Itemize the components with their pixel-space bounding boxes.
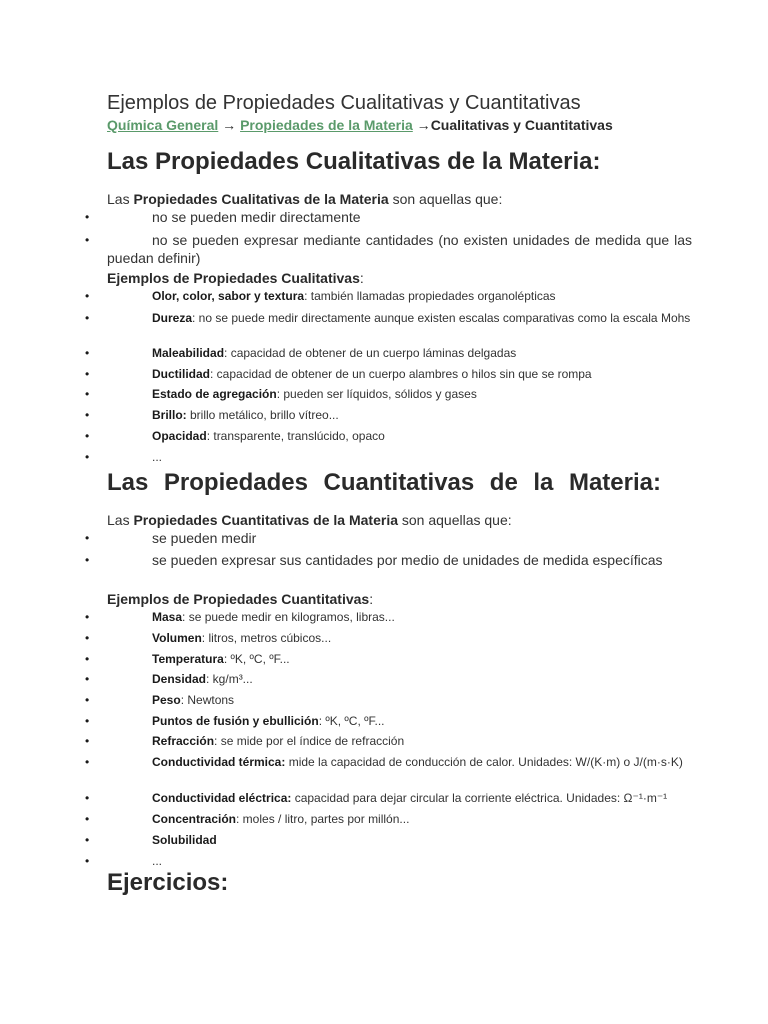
property-term: Conductividad térmica: [152,755,286,769]
property-term: Concentración [152,812,237,826]
property-description: : ºK, ºC, ºF... [318,714,385,728]
property-description: : kg/m³... [206,672,253,686]
list-item [85,671,692,688]
property-description: capacidad para dejar circular la corriente eléctrica. Unidades: Ω⁻¹·m⁻¹ [291,791,668,805]
section-intro: Las Propiedades Cuantitativas de la Materia son aquellas que: [107,512,512,528]
list-item [85,551,692,569]
list-item [85,754,692,771]
list-item [85,733,692,750]
list-item-text [107,713,692,730]
bullet-icon: • [85,812,90,826]
list-item-text: no se pueden expresar mediante cantidades (no existen unidades de medida que las puedan definir) [107,232,692,266]
breadcrumb-separator: → [218,117,241,133]
list-item-text [107,449,692,466]
page-title: Ejemplos de Propiedades Cualitativas y Cuantitativas [107,92,581,114]
property-description: : litros, metros cúbicos... [201,631,332,645]
list-item [85,853,692,870]
list-item-text [107,345,692,362]
list-item [85,692,692,709]
bullet-icon: • [85,652,90,666]
list-item [85,811,692,828]
property-term: Solubilidad [152,833,217,847]
property-term: Densidad [152,672,207,686]
list-item-text [107,671,692,688]
bullet-icon: • [85,672,90,686]
property-term: Temperatura [152,652,224,666]
list-item-text [107,288,692,305]
bullet-icon: • [85,714,90,728]
bullet-icon: • [85,553,90,567]
heading-word: Propiedades [163,469,308,496]
bullet-icon: • [85,311,90,325]
heading-word: Cuantitativas [323,469,475,496]
heading-word: Las [107,469,149,496]
property-description: : se mide por el índice de refracción [214,734,405,748]
list-item-text [107,692,692,709]
list-item-text: no se pueden medir directamente [152,209,361,225]
property-description: ... [152,854,163,868]
list-item-text [107,811,692,828]
section-heading-ejercicios: Ejercicios: [107,869,229,896]
list-item [85,449,692,466]
property-term: Conductividad eléctrica: [152,791,292,805]
list-item-text [107,407,692,424]
heading-word: de [489,469,518,496]
list-item [85,310,692,327]
list-item [85,345,692,362]
property-term: Dureza [152,311,193,325]
bullet-icon: • [85,210,90,224]
property-description: : capacidad de obtener de un cuerpo láminas delgadas [224,346,517,360]
bullet-icon: • [85,408,90,422]
list-item-text [107,366,692,383]
bullet-icon: • [85,755,90,769]
bullet-icon: • [85,610,90,624]
heading-word: Materia: [568,469,661,496]
property-description: mide la capacidad de conducción de calor. Unidades: W/(K·m) o J/(m·s·K) [285,755,683,769]
section-intro: Las Propiedades Cualitativas de la Materia son aquellas que: [107,191,503,207]
list-item [85,407,692,424]
section-heading-cuantitativas [107,469,661,497]
property-description: : también llamadas propiedades organolépticas [304,289,556,303]
list-item-text: se pueden expresar sus cantidades por medio de unidades de medida específicas [152,552,663,568]
list-item [85,288,692,305]
list-item-text [107,630,692,647]
list-item [85,609,692,626]
bullet-icon: • [85,346,90,360]
list-item-text [107,733,692,750]
property-term: Masa [152,610,183,624]
breadcrumb [107,117,613,133]
property-description: : moles / litro, partes por millón... [236,812,410,826]
property-term: Olor, color, sabor y textura [152,289,305,303]
bullet-icon: • [85,531,90,545]
list-item-text [107,651,692,668]
list-item-text [107,832,692,849]
property-description: : capacidad de obtener de un cuerpo alambres o hilos sin que se rompa [210,367,592,381]
list-item-text [107,609,692,626]
list-item [85,630,692,647]
bullet-icon: • [85,734,90,748]
list-item-text [107,754,692,771]
bullet-icon: • [85,429,90,443]
bullet-icon: • [85,387,90,401]
property-description: brillo metálico, brillo vítreo... [186,408,339,422]
property-description: : pueden ser líquidos, sólidos y gases [276,387,477,401]
bullet-icon: • [85,693,90,707]
property-term: Refracción [152,734,215,748]
property-term: Opacidad [152,429,207,443]
property-description: ... [152,450,163,464]
bullet-icon: • [85,791,90,805]
section-heading-cualitativas: Las Propiedades Cualitativas de la Materia: [107,148,601,175]
list-item [85,529,692,547]
property-term: Estado de agregación [152,387,277,401]
breadcrumb-link-propiedades-materia[interactable]: Propiedades de la Materia [240,117,413,133]
property-term: Peso [152,693,181,707]
heading-word: la [533,469,554,496]
property-term: Puntos de fusión y ebullición [152,714,319,728]
list-item-text [107,853,692,870]
list-item [85,790,692,807]
list-item [85,366,692,383]
list-item [85,832,692,849]
bullet-icon: • [85,289,90,303]
examples-label: Ejemplos de Propiedades Cualitativas: [107,270,364,286]
list-item-text [107,428,692,445]
list-item-text: se pueden medir [152,530,257,546]
list-item [85,651,692,668]
list-item-text [107,310,692,327]
property-term: Brillo: [152,408,187,422]
bullet-icon: • [85,854,90,868]
list-item [85,428,692,445]
property-description: : transparente, translúcido, opaco [206,429,385,443]
breadcrumb-link-quimica-general[interactable]: Química General [107,117,219,133]
list-item [85,386,692,403]
bullet-icon: • [85,233,90,247]
list-item [85,208,692,226]
property-term: Ductilidad [152,367,211,381]
property-description: : no se puede medir directamente aunque existen escalas comparativas como la escala Mohs [192,311,691,325]
list-item-text [107,386,692,403]
list-item [85,713,692,730]
property-term: Maleabilidad [152,346,225,360]
bullet-icon: • [85,367,90,381]
bullet-icon: • [85,631,90,645]
list-item [85,231,692,267]
property-term: Volumen [152,631,202,645]
bullet-icon: • [85,450,90,464]
examples-label: Ejemplos de Propiedades Cuantitativas: [107,591,374,607]
breadcrumb-current: Cualitativas y Cuantitativas [430,117,613,133]
bullet-icon: • [85,833,90,847]
property-description: : ºK, ºC, ºF... [223,652,290,666]
property-description: : Newtons [180,693,235,707]
breadcrumb-separator: → [412,117,431,133]
list-item-text [107,790,692,807]
property-description: : se puede medir en kilogramos, libras... [182,610,395,624]
